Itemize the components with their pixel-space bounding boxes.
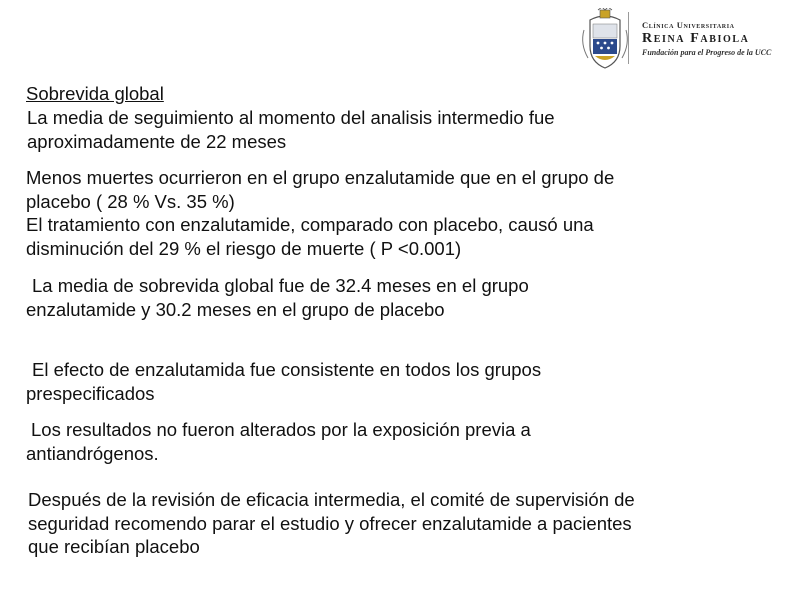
paragraph-line: El tratamiento con enzalutamide, comparado con placebo, causó una — [26, 214, 594, 235]
paragraph-line: enzalutamide y 30.2 meses en el grupo de placebo — [26, 298, 445, 320]
paragraph-prior-exposure — [26, 418, 531, 465]
paragraph-line: antiandrógenos. — [26, 442, 159, 464]
paragraph-line: aproximadamente de 22 meses — [27, 130, 287, 152]
paragraph-deaths — [26, 166, 614, 260]
paragraph-line: El efecto de enzalutamida fue consistente en todos los grupos — [32, 359, 542, 380]
logo-line-3: Fundación para el Progreso de la UCC — [642, 48, 772, 57]
paragraph-line: Después de la revisión de eficacia intermedia, el comité de supervisión de — [28, 489, 635, 510]
paragraph-line: La media de sobrevida global fue de 32.4 meses en el grupo — [32, 275, 529, 296]
paragraph-median-survival — [26, 274, 529, 321]
paragraph-line: seguridad recomendo parar el estudio y ofrecer enzalutamide a pacientes — [28, 512, 632, 534]
paragraph-line: placebo ( 28 % Vs. 35 %) — [26, 190, 235, 212]
paragraph-line: que recibían placebo — [28, 536, 200, 557]
crest-icon — [578, 8, 632, 70]
section-heading: Sobrevida global — [26, 83, 164, 104]
paragraph-consistency — [26, 358, 541, 405]
logo-line-2: Reina Fabiola — [642, 31, 750, 46]
logo-divider — [628, 12, 629, 64]
logo-line-1: Clínica Universitaria — [642, 20, 735, 30]
paragraph-line: La media de seguimiento al momento del analisis intermedio fue — [27, 107, 555, 128]
paragraph-study-stopped — [28, 488, 635, 559]
logo-text — [642, 20, 792, 57]
paragraph-follow-up — [27, 106, 555, 153]
paragraph-line: Menos muertes ocurrieron en el grupo enzalutamide que en el grupo de — [26, 167, 615, 188]
paragraph-line: prespecificados — [26, 382, 155, 404]
paragraph-line: Los resultados no fueron alterados por la exposición previa a — [31, 419, 531, 440]
paragraph-line: disminución del 29 % el riesgo de muerte ( P <0.001) — [26, 237, 462, 259]
